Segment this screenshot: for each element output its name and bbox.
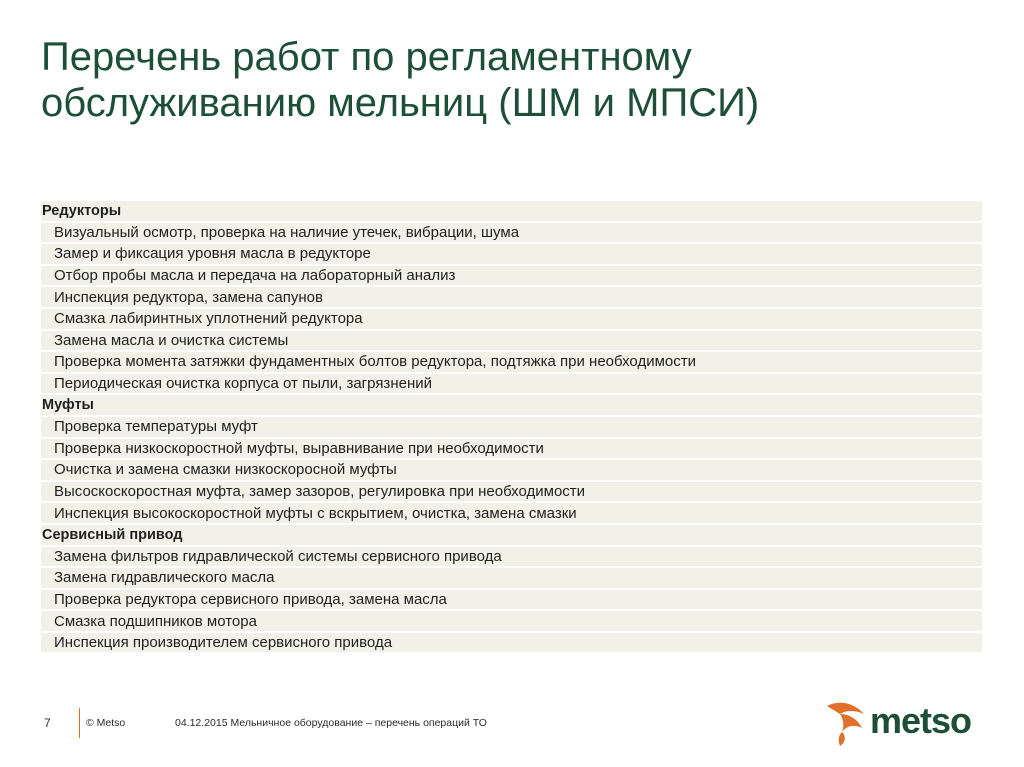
operation-label: Проверка низкоскоростной муфты, выравнивание при необходимости xyxy=(54,439,544,457)
operation-label: Проверка момента затяжки фундаментных болтов редуктора, подтяжка при необходимости xyxy=(54,353,696,371)
maintenance-operations-table xyxy=(41,201,982,654)
operation-row xyxy=(41,223,982,243)
operation-row xyxy=(41,547,982,567)
operation-row xyxy=(41,352,982,372)
section-header-row xyxy=(41,395,982,415)
operation-label: Высоскоскоростная муфта, замер зазоров, регулировка при необходимости xyxy=(54,483,586,501)
operation-label: Замена масла и очистка системы xyxy=(54,331,289,349)
operation-label: Очистка и замена смазки низкоскоросной муфты xyxy=(54,461,397,479)
operation-row xyxy=(41,417,982,437)
operation-row xyxy=(41,287,982,307)
operation-label: Визуальный осмотр, проверка на наличие утечек, вибрации, шума xyxy=(54,223,520,241)
section-header-row xyxy=(41,201,982,221)
slide-title-line-2: обслуживанию мельниц (ШМ и МПСИ) xyxy=(41,81,760,125)
operation-row xyxy=(41,503,982,523)
operation-row xyxy=(41,590,982,610)
metso-wordmark: metso xyxy=(870,700,972,741)
operation-label: Периодическая очистка корпуса от пыли, загрязнений xyxy=(54,375,432,393)
operation-row xyxy=(41,266,982,286)
operation-label: Проверка температуры муфт xyxy=(54,418,258,436)
section-header-label: Сервисный привод xyxy=(42,526,183,543)
operation-row xyxy=(41,460,982,480)
operation-row xyxy=(41,633,982,653)
operation-label: Инспекция высокоскоростной муфты с вскрытием, очистка, замена смазки xyxy=(54,504,577,522)
footer-divider xyxy=(79,708,80,738)
operation-label: Смазка лабиринтных уплотнений редуктора xyxy=(54,310,363,328)
section-header-label: Редукторы xyxy=(42,202,122,219)
slide-title xyxy=(41,34,981,126)
operation-label: Замер и фиксация уровня масла в редукторе xyxy=(54,245,371,263)
operation-label: Инспекция редуктора, замена сапунов xyxy=(54,288,323,306)
operation-row xyxy=(41,374,982,394)
operation-label: Инспекция производителем сервисного привода xyxy=(54,634,393,652)
page-number: 7 xyxy=(44,716,51,730)
operation-row xyxy=(41,568,982,588)
metso-logo xyxy=(824,698,984,748)
operation-row xyxy=(41,611,982,631)
section-header-row xyxy=(41,525,982,545)
operation-row xyxy=(41,331,982,351)
operation-row xyxy=(41,244,982,264)
operation-label: Проверка редуктора сервисного привода, замена масла xyxy=(54,590,447,608)
operation-label: Отбор пробы масла и передача на лабораторный анализ xyxy=(54,267,456,285)
operation-label: Замена гидравлического масла xyxy=(54,569,275,587)
operation-label: Замена фильтров гидравлической системы сервисного привода xyxy=(54,547,502,565)
slide-title-line-1: Перечень работ по регламентному xyxy=(41,35,692,79)
footer-copyright: © Metso xyxy=(86,717,126,729)
operation-row xyxy=(41,439,982,459)
operation-row xyxy=(41,309,982,329)
operation-row xyxy=(41,482,982,502)
section-header-label: Муфты xyxy=(42,397,94,414)
metso-logo-icon xyxy=(824,698,868,746)
footer-text: 04.12.2015 Мельничное оборудование – перечень операций ТО xyxy=(175,717,487,729)
operation-label: Смазка подшипников мотора xyxy=(54,612,257,630)
